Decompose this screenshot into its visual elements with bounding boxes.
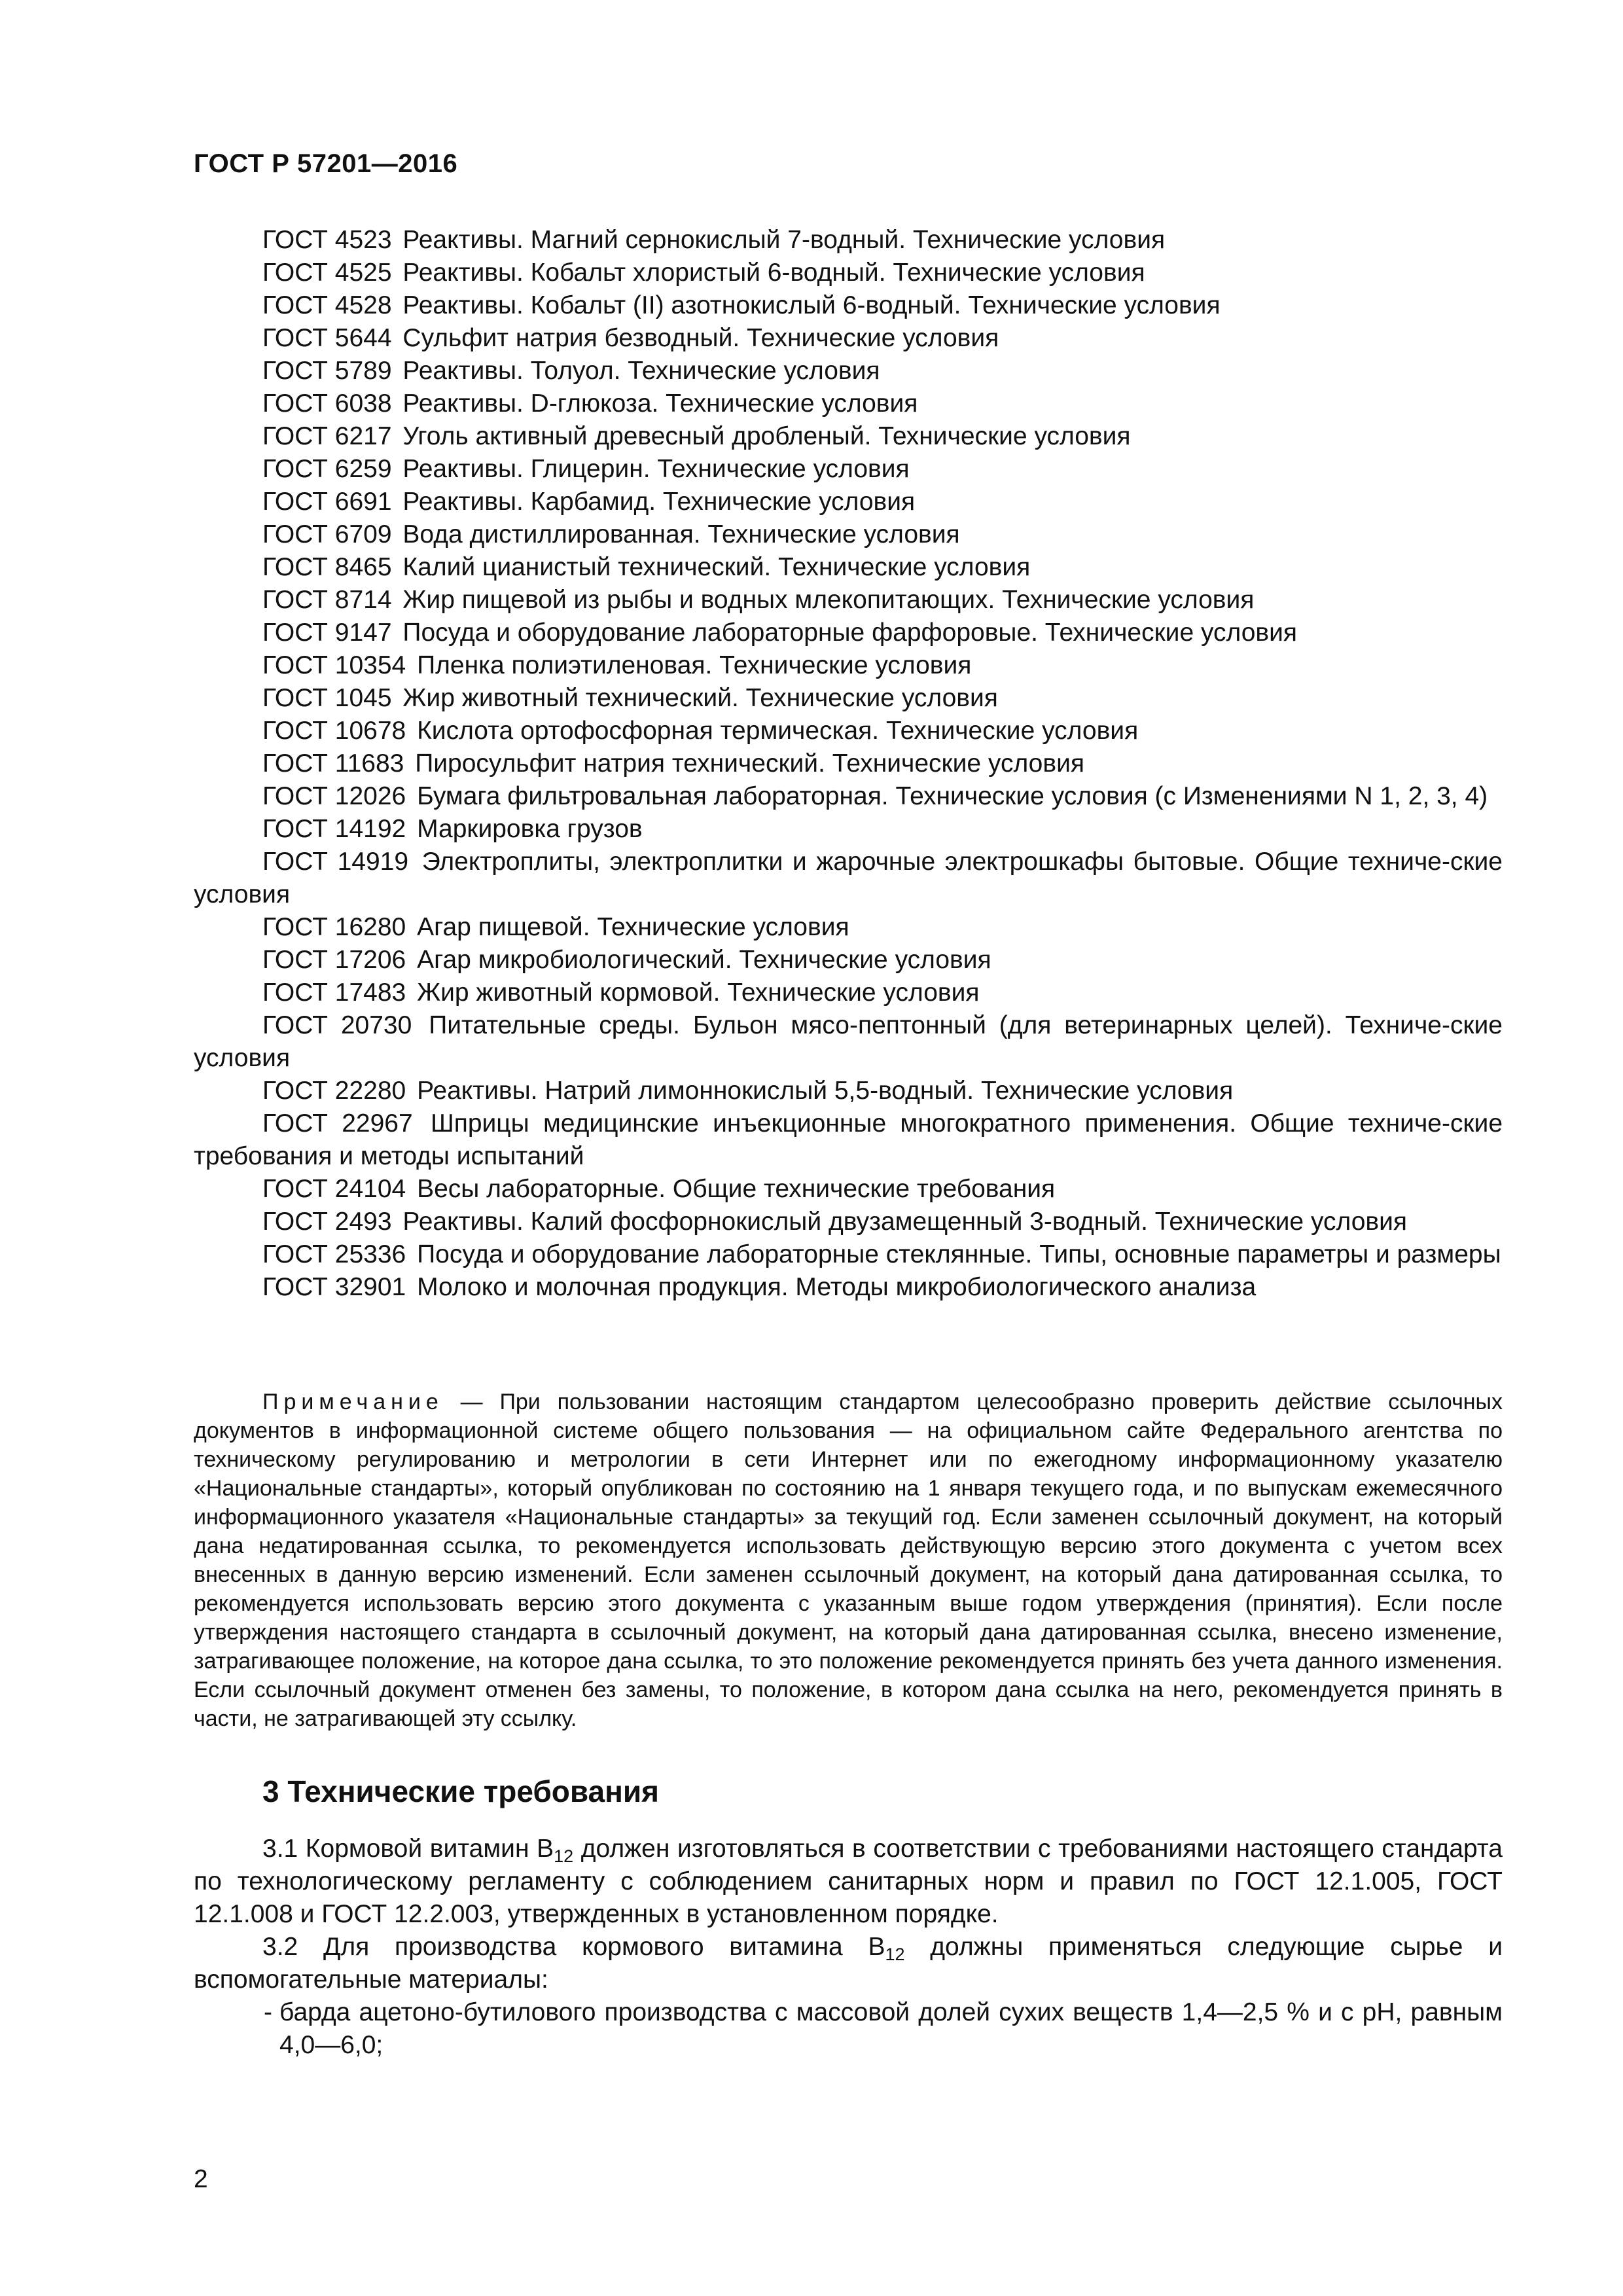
document-page <box>194 0 1503 2296</box>
reference-title: Электроплиты, электроплитки и жарочные электрошкафы бытовые. Общие техниче-ские условия <box>194 848 1503 908</box>
reference-code: ГОСТ 16280 <box>262 913 406 941</box>
document-header: ГОСТ Р 57201—2016 <box>194 149 458 178</box>
list-marker: - <box>264 1998 272 2026</box>
reference-title: Жир животный технический. Технические условия <box>402 684 998 712</box>
subscript: 12 <box>885 1945 905 1964</box>
reference-code: ГОСТ 14919 <box>262 848 409 876</box>
reference-item <box>194 420 1503 453</box>
reference-item <box>194 846 1503 911</box>
reference-code: ГОСТ 2493 <box>262 1208 392 1236</box>
reference-title: Молоко и молочная продукция. Методы микробиологического анализа <box>417 1273 1257 1301</box>
reference-title: Посуда и оборудование лабораторные стеклянные. Типы, основные параметры и размеры <box>417 1240 1501 1268</box>
reference-code: ГОСТ 6691 <box>262 488 392 516</box>
section-body <box>194 1833 1503 2062</box>
reference-item <box>194 1271 1503 1304</box>
reference-title: Вода дистиллированная. Технические условия <box>402 520 960 548</box>
reference-item <box>194 747 1503 780</box>
reference-title: Реактивы. Магний сернокислый 7-водный. Технические условия <box>402 226 1166 254</box>
reference-item <box>194 322 1503 355</box>
reference-code: ГОСТ 22280 <box>262 1077 406 1105</box>
reference-code: ГОСТ 11683 <box>262 749 404 778</box>
reference-title: Весы лабораторные. Общие технические требования <box>417 1175 1056 1203</box>
reference-code: ГОСТ 8714 <box>262 586 392 614</box>
reference-code: ГОСТ 24104 <box>262 1175 406 1203</box>
note-label: Примечание <box>262 1390 444 1414</box>
reference-title: Посуда и оборудование лабораторные фарфоровые. Технические условия <box>402 619 1298 647</box>
reference-code: ГОСТ 1045 <box>262 684 392 712</box>
reference-title: Реактивы. Глицерин. Технические условия <box>402 455 910 483</box>
reference-code: ГОСТ 32901 <box>262 1273 406 1301</box>
reference-code: ГОСТ 10354 <box>262 651 406 679</box>
reference-item <box>194 551 1503 584</box>
reference-title: Питательные среды. Бульон мясо-пептонный (для ветеринарных целей). Техниче-ские условия <box>194 1011 1503 1072</box>
page-number: 2 <box>194 2165 208 2193</box>
reference-title: Сульфит натрия безводный. Технические условия <box>402 324 999 352</box>
reference-code: ГОСТ 12026 <box>262 782 406 810</box>
list-item-text: барда ацетоно-бутилового производства с массовой долей сухих веществ 1,4—2,5 % и с pH, равным 4,0—6,0; <box>279 1998 1503 2059</box>
reference-title: Реактивы. Калий фосфорнокислый двузамещенный 3-водный. Технические условия <box>402 1208 1408 1236</box>
reference-item <box>194 224 1503 257</box>
reference-item <box>194 944 1503 977</box>
reference-title: Бумага фильтровальная лабораторная. Технические условия (с Изменениями N 1, 2, 3, 4) <box>417 782 1488 810</box>
reference-code: ГОСТ 6217 <box>262 422 392 450</box>
reference-title: Калий цианистый технический. Технические условия <box>402 553 1031 581</box>
reference-item <box>194 1107 1503 1173</box>
note-text: При пользовании настоящим стандартом целесообразно проверить действие ссылочных документов в информационной системе общего пользования — на официальном сайте Федерального агентства по техническому регулированию и метрологии в сети Интернет или по ежегодному информационному указателю «Национальные стандарты», который опубликован по состоянию на 1 января текущего года, и по выпускам ежемесячного информационного указателя «Национальные стандарты» за текущий год. Если заменен ссылочный документ, на который дана недатированная ссылка, то рекомендуется использовать действующую версию этого документа с учетом всех внесенных в данную версию изменений. Если заменен ссылочный документ, на который дана датированная ссылка, то рекомендуется использовать версию этого документа с указанным выше годом утверждения (принятия). Если после утверждения настоящего стандарта в ссылочный документ, на который дана датированная ссылка, внесено изменение, затрагивающее положение, на которое дана ссылка, то это положение рекомендуется принять без учета данного изменения. Если ссылочный документ отменен без замены, то положение, в котором дана ссылка на него, рекомендуется принять в части, не затрагивающей эту ссылку. <box>194 1390 1503 1731</box>
reference-code: ГОСТ 14192 <box>262 815 406 843</box>
reference-item <box>194 584 1503 617</box>
reference-item <box>194 1206 1503 1238</box>
reference-title: Реактивы. Кобальт (II) азотнокислый 6-водный. Технические условия <box>402 291 1221 319</box>
reference-item <box>194 257 1503 289</box>
reference-code: ГОСТ 5789 <box>262 357 392 385</box>
reference-item <box>194 1173 1503 1206</box>
reference-title: Жир пищевой из рыбы и водных млекопитающих. Технические условия <box>402 586 1255 614</box>
reference-title: Жир животный кормовой. Технические условия <box>417 978 980 1007</box>
reference-item <box>194 977 1503 1009</box>
reference-title: Кислота ортофосфорная термическая. Технические условия <box>417 717 1139 745</box>
paragraph-3-2 <box>194 1931 1503 1996</box>
reference-item <box>194 682 1503 715</box>
reference-code: ГОСТ 5644 <box>262 324 392 352</box>
reference-title: Пиросульфит натрия технический. Технические условия <box>415 749 1084 778</box>
reference-title: Уголь активный древесный дробленый. Технические условия <box>402 422 1131 450</box>
reference-title: Маркировка грузов <box>417 815 643 843</box>
reference-item <box>194 1009 1503 1075</box>
normative-references-list <box>194 224 1503 1304</box>
reference-item <box>194 911 1503 944</box>
paragraph-text: 3.2 Для производства кормового витамина B <box>262 1933 885 1961</box>
reference-item <box>194 813 1503 846</box>
reference-item <box>194 780 1503 813</box>
reference-code: ГОСТ 20730 <box>262 1011 412 1039</box>
list-item <box>194 1996 1503 2062</box>
reference-item <box>194 715 1503 747</box>
reference-item <box>194 387 1503 420</box>
reference-title: Реактивы. D-глюкоза. Технические условия <box>402 389 918 418</box>
reference-code: ГОСТ 22967 <box>262 1109 413 1138</box>
paragraph-3-1 <box>194 1833 1503 1931</box>
reference-code: ГОСТ 10678 <box>262 717 406 745</box>
reference-code: ГОСТ 17483 <box>262 978 406 1007</box>
reference-code: ГОСТ 6038 <box>262 389 392 418</box>
subscript: 12 <box>554 1846 574 1866</box>
reference-code: ГОСТ 4528 <box>262 291 392 319</box>
reference-title: Агар пищевой. Технические условия <box>417 913 849 941</box>
reference-item <box>194 617 1503 649</box>
reference-item <box>194 486 1503 518</box>
reference-item <box>194 1238 1503 1271</box>
reference-title: Реактивы. Кобальт хлористый 6-водный. Технические условия <box>402 259 1145 287</box>
reference-item <box>194 649 1503 682</box>
reference-code: ГОСТ 9147 <box>262 619 392 647</box>
reference-title: Шприцы медицинские инъекционные многократного применения. Общие техниче-ские требования и методы испытаний <box>194 1109 1503 1170</box>
reference-code: ГОСТ 4525 <box>262 259 392 287</box>
reference-title: Пленка полиэтиленовая. Технические условия <box>417 651 972 679</box>
reference-title: Реактивы. Карбамид. Технические условия <box>402 488 916 516</box>
reference-title: Агар микробиологический. Технические условия <box>417 946 991 974</box>
paragraph-text: должен изготовляться в соответствии с требованиями настоящего стандарта по технологическому регламенту с соблюдением санитарных норм и правил по ГОСТ 12.1.005, ГОСТ 12.1.008 и ГОСТ 12.2.003, утвержденных в установленном порядке. <box>194 1835 1503 1928</box>
paragraph-text: должны применяться следующие сырье и вспомогательные материалы: <box>194 1933 1503 1994</box>
reference-code: ГОСТ 4523 <box>262 226 392 254</box>
reference-item <box>194 289 1503 322</box>
reference-title: Реактивы. Толуол. Технические условия <box>402 357 880 385</box>
reference-item <box>194 355 1503 387</box>
paragraph-text: 3.1 Кормовой витамин B <box>262 1835 554 1863</box>
reference-code: ГОСТ 17206 <box>262 946 406 974</box>
reference-note <box>194 1388 1503 1733</box>
reference-code: ГОСТ 8465 <box>262 553 392 581</box>
reference-code: ГОСТ 25336 <box>262 1240 406 1268</box>
reference-item <box>194 1075 1503 1107</box>
note-dash: — <box>443 1390 500 1414</box>
reference-title: Реактивы. Натрий лимоннокислый 5,5-водный. Технические условия <box>417 1077 1234 1105</box>
reference-item <box>194 453 1503 486</box>
reference-item <box>194 518 1503 551</box>
section-title: 3 Технические требования <box>262 1774 659 1808</box>
reference-code: ГОСТ 6259 <box>262 455 392 483</box>
reference-code: ГОСТ 6709 <box>262 520 392 548</box>
